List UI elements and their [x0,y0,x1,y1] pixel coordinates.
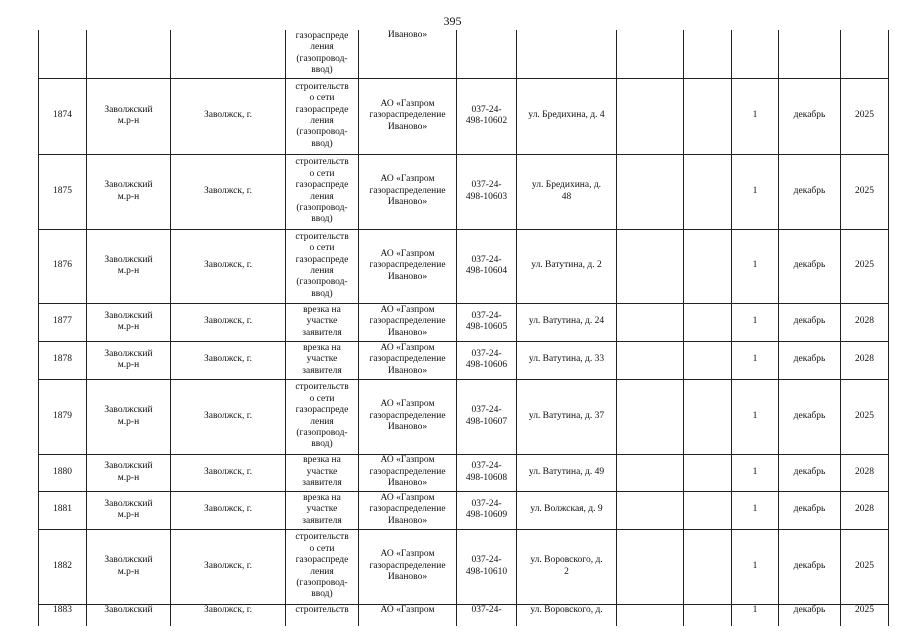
cell-district-line: м.р-н [117,191,140,202]
cell-year: 2025 [841,229,889,303]
cell-month: декабрь [779,341,841,379]
cell-work-type-line: ввод) [311,439,333,450]
cell-district-line: Заволжский [104,254,153,265]
cell-year: 2028 [841,303,889,341]
cell-address [517,229,617,303]
cell-work-type-line: врезка на [303,492,341,503]
cell-code [457,529,517,604]
cell-company-line: Иваново» [387,572,428,583]
cell-qty [732,30,779,78]
cell-empty [617,604,684,626]
cell-company [359,30,457,78]
table-row [39,341,889,379]
cell-work-type-line: участке [306,466,338,477]
cell-number: 1882 [39,529,87,604]
cell-empty [779,30,841,78]
cell-number: 1878 [39,341,87,379]
cell-code-line: 037-24- [471,254,502,265]
cell-month: декабрь [779,229,841,303]
cell-city: Заволжск, г. [171,604,286,626]
cell-code [457,30,517,78]
cell-number: 1877 [39,303,87,341]
cell-district-line: м.р-н [117,266,140,276]
cell-code-line: 498-10607 [465,416,508,427]
cell-work-type-line: строительств [295,157,349,168]
cell-work-type [286,341,359,379]
cell-work-type [286,379,359,454]
cell-city: Заволжск, г. [171,341,286,379]
cell-work-type-line: газораспреде [295,254,349,265]
cell-empty [617,154,684,229]
cell-company-line: АО «Газпром [380,174,435,185]
cell-work-type-line: строительств [295,532,349,543]
cell-company-line: газораспределение [369,560,446,571]
cell-number: 1875 [39,154,87,229]
cell-address [517,604,617,626]
cell-company [359,154,457,229]
cell-month: декабрь [779,454,841,491]
cell-code-line: 037-24- [471,604,502,615]
cell-address-line: ул. Ватутина, д. 24 [528,316,605,327]
cell-district-line: Заволжский [104,461,153,472]
cell-work-type-line: строительств [295,231,349,242]
cell-work-type-line: о сети [309,93,335,104]
cell-district [87,454,171,491]
cell-month: декабрь [779,303,841,341]
table-row [39,154,889,229]
cell-work-type-line: врезка на [303,342,341,353]
cell-city: Заволжск, г. [171,529,286,604]
cell-code-line: 037-24- [471,405,502,416]
cell-work-type-line: (газопровод- [296,277,348,288]
cell-month: декабрь [779,491,841,529]
cell-empty [684,154,732,229]
cell-code-line: 498-10608 [465,472,508,483]
cell-company-line: газораспределение [369,260,446,271]
cell-work-type-line: ления [310,116,334,126]
cell-city: Заволжск, г. [171,379,286,454]
cell-work-type [286,529,359,604]
cell-work-type-line: участке [306,316,338,327]
cell-district-line: м.р-н [117,416,140,427]
cell-code [457,604,517,626]
cell-company-line: Иваново» [387,422,428,433]
cell-work-type [286,30,359,78]
cell-company [359,491,457,529]
cell-work-type-line: о сети [309,543,335,554]
cell-company-line: АО «Газпром [380,248,435,259]
cell-year: 2025 [841,78,889,154]
cell-code [457,78,517,154]
cell-district [87,303,171,341]
cell-address [517,30,617,78]
cell-number [39,30,87,78]
cell-work-type-line: газораспреде [295,180,349,191]
cell-empty [684,379,732,454]
cell-address-line: ул. Волжская, д. 9 [530,504,603,515]
cell-city: Заволжск, г. [171,491,286,529]
cell-work-type [286,154,359,229]
cell-district [87,229,171,303]
cell-district-line: Заволжский [104,405,153,416]
cell-address-line: ул. Ватутина, д. 2 [531,260,602,271]
cell-empty [617,379,684,454]
cell-company [359,379,457,454]
cell-company-line: Иваново» [387,121,428,132]
cell-code-line: 037-24- [471,498,502,509]
cell-company [359,604,457,626]
cell-district [87,529,171,604]
cell-district-line: м.р-н [117,360,140,370]
cell-work-type [286,604,359,626]
cell-company-line: Иваново» [387,271,428,282]
cell-work-type-line: о сети [309,393,335,404]
cell-district-line: Заволжский [104,348,153,359]
cell-code-line: 498-10603 [465,191,508,202]
cell-empty [684,604,732,626]
cell-work-type-line: ления [310,191,334,202]
cell-work-type-line: ввод) [311,288,333,299]
cell-month: декабрь [779,604,841,626]
cell-district-line: Заволжский [104,104,153,115]
cell-company-line: АО «Газпром [380,604,435,615]
cell-work-type-line: ввод) [311,589,333,600]
cell-code-line: 498-10610 [465,566,508,577]
cell-number: 1874 [39,78,87,154]
cell-company-line: газораспределение [369,316,446,327]
cell-address-line: ул. Воровского, д. [530,604,603,615]
cell-qty: 1 [732,154,779,229]
cell-work-type-line: о сети [309,168,335,179]
work-line: ления [310,42,334,53]
table-row [39,491,889,529]
cell-work-type-line: врезка на [303,455,341,466]
cell-number: 1881 [39,491,87,529]
cell-district-line: Заволжский [104,604,153,615]
cell-empty [617,529,684,604]
cell-work-type-line: заявителя [302,515,342,526]
cell-code-line: 037-24- [471,104,502,115]
cell-empty [617,30,684,78]
table-row [39,529,889,604]
company-line: Иваново» [387,30,428,40]
cell-qty: 1 [732,454,779,491]
cell-number: 1880 [39,454,87,491]
cell-qty: 1 [732,529,779,604]
cell-address [517,454,617,491]
cell-empty [684,491,732,529]
cell-code-line: 037-24- [471,310,502,321]
cell-address [517,491,617,529]
cell-work-type [286,229,359,303]
cell-district-line: Заволжский [104,498,153,509]
cell-company [359,229,457,303]
cell-company-line: АО «Газпром [380,399,435,410]
cell-empty [617,303,684,341]
cell-work-type [286,303,359,341]
cell-work-type-line: (газопровод- [296,427,348,438]
cell-work-type-line: ления [310,416,334,427]
cell-work-type-line: газораспреде [295,555,349,566]
cell-month: декабрь [779,78,841,154]
cell-work-type-line: (газопровод- [296,127,348,138]
cell-year: 2025 [841,379,889,454]
cell-address-line: ул. Бредихина, д. 4 [528,110,605,121]
cell-address-line: 2 [564,566,569,577]
cell-work-type-line: ления [310,266,334,276]
cell-work-type-line: ввод) [311,214,333,225]
cell-district-line: м.р-н [117,322,140,332]
cell-work-type [286,491,359,529]
cell-empty [684,229,732,303]
cell-address-line: ул. Воровского, д. [530,555,603,566]
cell-address [517,303,617,341]
cell-work-type [286,454,359,491]
cell-district-line: Заволжский [104,555,153,566]
cell-qty: 1 [732,604,779,626]
cell-address-line: ул. Ватутина, д. 49 [528,466,605,477]
cell-address-line: 48 [561,191,572,202]
cell-year: 2028 [841,341,889,379]
cell-empty [684,454,732,491]
cell-district-line: м.р-н [117,566,140,577]
cell-work-type-line: ления [310,566,334,577]
cell-work-type-line: участке [306,504,338,515]
cell-company-line: газораспределение [369,110,446,121]
cell-work-type-line: строительств [295,81,349,92]
cell-year: 2025 [841,154,889,229]
cell-work-type-line: газораспреде [295,405,349,416]
cell-qty: 1 [732,229,779,303]
cell-work-type-line: заявителя [302,327,342,338]
cell-empty [684,78,732,154]
cell-district-line: м.р-н [117,510,140,520]
cell-district [87,78,171,154]
cell-work-type-line: о сети [309,243,335,254]
cell-code [457,491,517,529]
cell-work-type-line: (газопровод- [296,577,348,588]
cell-number: 1879 [39,379,87,454]
cell-city: Заволжск, г. [171,229,286,303]
cell-empty [617,454,684,491]
cell-district [87,379,171,454]
cell-address-line: ул. Ватутина, д. 33 [528,354,605,365]
cell-company [359,341,457,379]
cell-district [87,604,171,626]
cell-empty [617,229,684,303]
cell-work-type-line: врезка на [303,304,341,315]
cell-code [457,303,517,341]
cell-company-line: АО «Газпром [380,549,435,560]
table-row-continuation [39,30,889,78]
cell-city: Заволжск, г. [171,154,286,229]
cell-empty [684,529,732,604]
cell-district [87,30,171,78]
cell-company [359,454,457,491]
cell-company-line: Иваново» [387,197,428,208]
cell-work-type-line: строительств [295,382,349,393]
cell-work-type-line: заявителя [302,365,342,376]
work-line: (газопровод- [296,53,348,64]
cell-city [171,30,286,78]
cell-work-type-line: заявителя [302,478,342,489]
cell-code-line: 498-10604 [465,266,508,276]
cell-year: 2025 [841,604,889,626]
cell-qty: 1 [732,491,779,529]
table-row [39,604,889,626]
cell-address [517,379,617,454]
cell-company-line: Иваново» [387,327,428,338]
cell-address [517,154,617,229]
cell-code-line: 037-24- [471,348,502,359]
cell-work-type-line: участке [306,354,338,365]
cell-number: 1876 [39,229,87,303]
cell-work-type-line: ввод) [311,138,333,149]
cell-code-line: 498-10609 [465,510,508,520]
cell-work-type [286,78,359,154]
cell-company-line: Иваново» [387,515,428,526]
cell-company-line: газораспределение [369,504,446,515]
cell-month: декабрь [779,154,841,229]
cell-empty [684,341,732,379]
cell-code [457,454,517,491]
cell-company-line: Иваново» [387,478,428,489]
cell-code-line: 498-10605 [465,322,508,332]
gas-connection-table [38,30,889,626]
cell-work-type-line: газораспреде [295,104,349,115]
cell-empty [617,78,684,154]
cell-work-type-line: строительств [295,604,349,615]
cell-code [457,229,517,303]
cell-qty: 1 [732,379,779,454]
cell-number: 1883 [39,604,87,626]
cell-company-line: газораспределение [369,185,446,196]
cell-empty [684,30,732,78]
table-row [39,303,889,341]
cell-company-line: Иваново» [387,365,428,376]
cell-empty [617,491,684,529]
work-line: ввод) [311,65,333,76]
cell-qty: 1 [732,303,779,341]
cell-qty: 1 [732,341,779,379]
table-row [39,379,889,454]
cell-company-line: АО «Газпром [380,98,435,109]
cell-month: декабрь [779,379,841,454]
cell-year: 2028 [841,454,889,491]
cell-company [359,78,457,154]
cell-city: Заволжск, г. [171,78,286,154]
cell-code-line: 037-24- [471,180,502,191]
cell-year [841,30,889,78]
cell-empty [617,341,684,379]
cell-district-line: м.р-н [117,472,140,483]
cell-month: декабрь [779,529,841,604]
cell-qty: 1 [732,78,779,154]
cell-company-line: газораспределение [369,466,446,477]
cell-district [87,341,171,379]
cell-district-line: м.р-н [117,116,140,126]
cell-code-line: 037-24- [471,555,502,566]
cell-code-line: 498-10602 [465,116,508,126]
cell-company-line: АО «Газпром [380,455,435,466]
cell-year: 2028 [841,491,889,529]
cell-company-line: АО «Газпром [380,342,435,353]
cell-work-type-line: (газопровод- [296,202,348,213]
cell-code [457,379,517,454]
cell-code [457,154,517,229]
cell-district-line: Заволжский [104,310,153,321]
cell-district [87,491,171,529]
cell-code [457,341,517,379]
cell-company [359,303,457,341]
cell-company-line: АО «Газпром [380,304,435,315]
cell-address [517,341,617,379]
cell-city: Заволжск, г. [171,303,286,341]
cell-address-line: ул. Ватутина, д. 37 [528,410,605,421]
cell-company-line: газораспределение [369,354,446,365]
cell-address-line: ул. Бредихина, д. [531,180,602,191]
cell-address [517,78,617,154]
cell-district [87,154,171,229]
cell-address [517,529,617,604]
cell-district-line: Заволжский [104,180,153,191]
table-row [39,454,889,491]
cell-code-line: 498-10606 [465,360,508,370]
cell-code-line: 037-24- [471,461,502,472]
page-number: 395 [443,14,462,28]
cell-year: 2025 [841,529,889,604]
table-row [39,78,889,154]
cell-company-line: газораспределение [369,410,446,421]
work-line: газораспреде [295,30,349,41]
cell-company-line: АО «Газпром [380,492,435,503]
cell-empty [684,303,732,341]
cell-company [359,529,457,604]
cell-city: Заволжск, г. [171,454,286,491]
table-row [39,229,889,303]
